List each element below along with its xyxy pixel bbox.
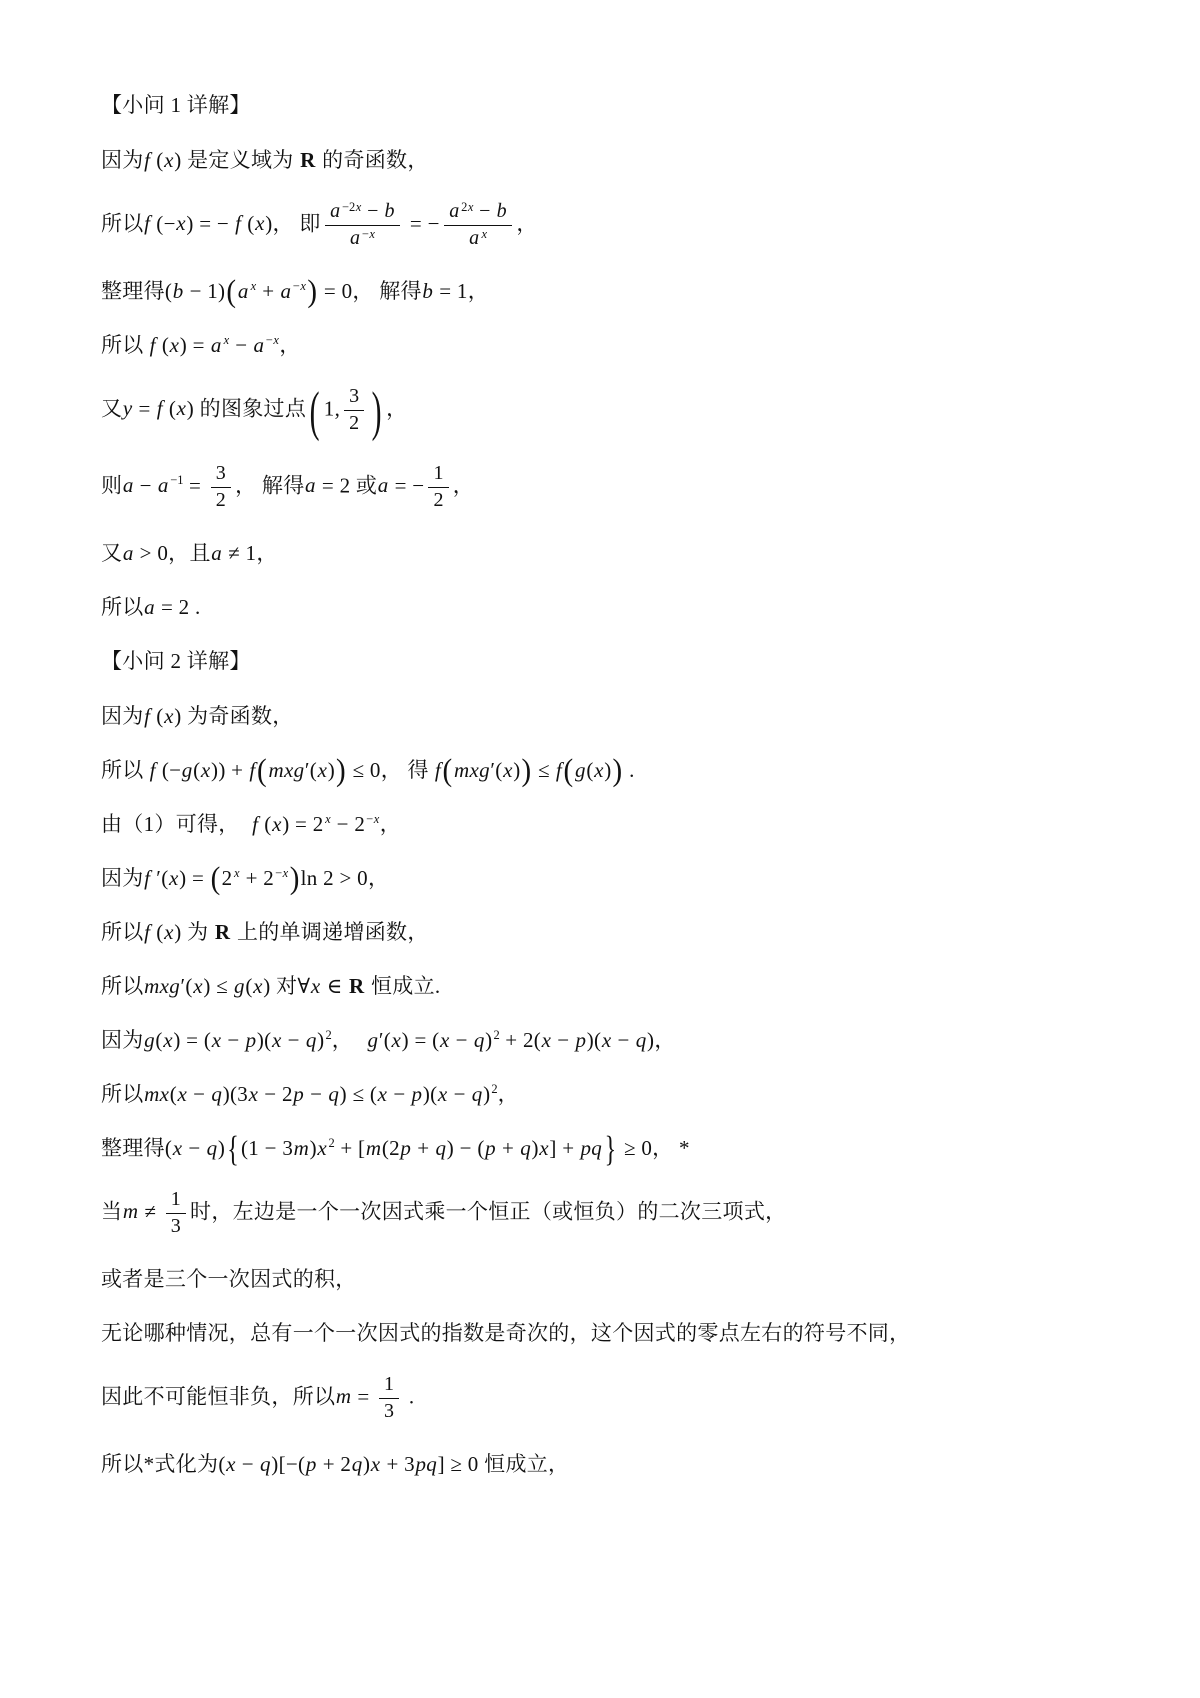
fraction: $\frac{a ^{-2x} - b}{a ^{-x}}$ — [325, 199, 401, 252]
line-a-constraints: 又a > 0，且a ≠ 1， — [101, 541, 278, 565]
line-star-inequality: 整理得(x − q){(1 − 3m)x $^2$ + [m(2p + q) − (p + q)x] + pq } ≥ 0， * — [101, 1130, 690, 1170]
line-or-three-factors: 或者是三个一次因式的积， — [101, 1267, 357, 1291]
line-fx-form: 所以 f (x) = a $^x$ − a $^{-x}$， — [101, 333, 301, 357]
line-monotonic: 所以f (x) 为 R 上的单调递增函数， — [101, 920, 429, 944]
line-from-part1: 由（1）可得， f (x) = 2 $^x - 2^{-x}$， — [101, 812, 402, 836]
line-solve-b: 整理得(b − 1)(a $^x$ + a $^{-x}$) = 0， 解得b = 1， — [101, 274, 490, 310]
line-holds-for-all-x: 所以mxg′(x) ≤ g(x) 对∀x ∈ R 恒成立. — [101, 974, 441, 998]
line-m-equals-third: 因此不可能恒非负，所以m = $\frac{1}{3}$ . — [101, 1372, 1105, 1425]
fraction: $\frac{3}{2}$ — [211, 461, 231, 514]
line-domain-odd: 因为f (x) 是定义域为 R 的奇函数， — [101, 148, 429, 172]
line-graph-point: 又y = f (x) 的图象过点 ( 1, $\frac{3}{2}$ ) ， — [101, 379, 408, 443]
set-R-symbol: R — [348, 974, 365, 998]
line-star-simplified: 所以*式化为(x − q)[−(p + 2q)x + 3pq] ≥ 0 恒成立， — [101, 1452, 570, 1476]
fraction: $\frac{1}{2}$ — [428, 461, 448, 514]
set-R-symbol: R — [300, 148, 316, 172]
line-solve-a: 则a − a $^{-1}$ = $\frac{3}{2}$ ， 解得a = 2 或a = − $\frac{1}{2}$ ， — [101, 461, 1105, 514]
solution-body — [101, 90, 1105, 1479]
section2-heading: 【小问 2 详解】 — [101, 649, 251, 673]
fraction: $\frac{a ^{2x} - b}{a ^x}$ — [444, 199, 513, 252]
fraction: $\frac{1}{3}$ — [166, 1187, 186, 1240]
fraction: $\frac{1}{3}$ — [379, 1372, 399, 1425]
set-R-symbol: R — [214, 920, 231, 944]
line-odd-exponent-argument: 无论哪种情况，总有一个一次因式的指数是奇次的，这个因式的零点左右的符号不同， — [101, 1321, 911, 1345]
line-inequality-transform: 所以 f (−g(x)) + f(mxg′(x)) ≤ 0， 得 f(mxg′(x)) ≤ f(g(x)) . — [101, 753, 635, 789]
section1-heading: 【小问 1 详解】 — [101, 93, 251, 117]
line-odd-again: 因为f (x) 为奇函数， — [101, 704, 294, 728]
line-derivative-positive: 因为f ′(x) = (2 $^x + 2^{-x})\ln$ 2 > 0， — [101, 861, 390, 897]
line-substituted-inequality: 所以$mx(x - q)(3x - 2p - q) \le (x - p)(x - q)^2$， — [101, 1082, 519, 1106]
line-case-m-not-third: 当m ≠ $\frac{1}{3}$ 时，左边是一个一次因式乘一个恒正（或恒负）的二次三项式， — [101, 1187, 1105, 1240]
line-a-result: 所以a = 2 . — [101, 595, 201, 619]
line-odd-equation: 所以f (−x) = − f (x)， 即 $\frac{a ^{-2x} - b}{a ^{-x}}$ = − $\frac{a ^{2x} - b}{a ^x}$ ， — [101, 199, 1105, 252]
fraction: $\frac{3}{2}$ — [344, 384, 364, 437]
line-g-and-gprime: 因为$g(x) = (x - p)(x - q)^2$， $g'(x) = (x - q)^2 + 2(x - p)(x - q)$， — [101, 1028, 676, 1052]
